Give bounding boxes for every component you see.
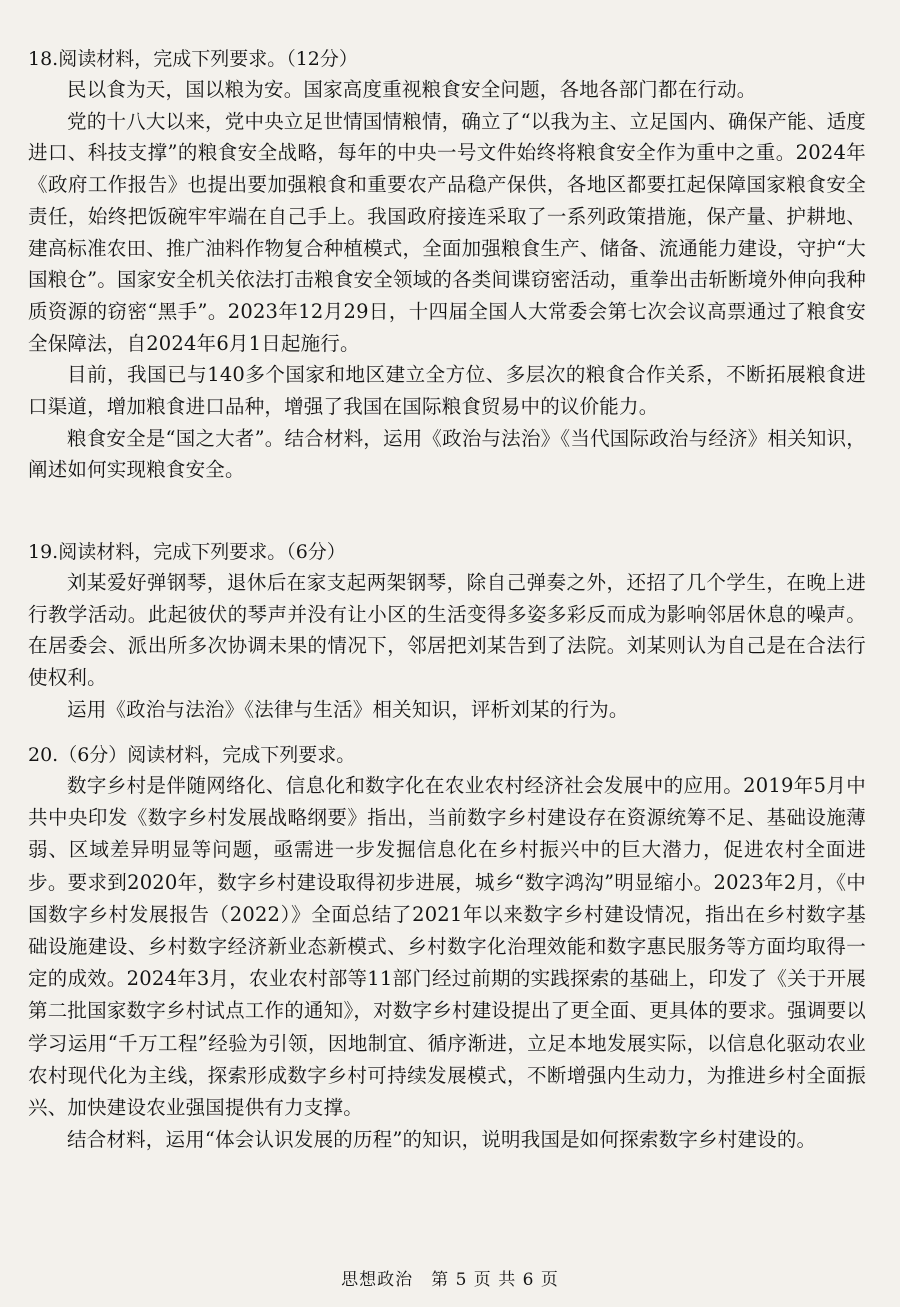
question-19-material: 刘某爱好弹钢琴，退休后在家支起两架钢琴，除自己弹奏之外，还招了几个学生，在晚上进行教学活动。此起彼伏的琴声并没有让小区的生活变得多姿多彩反而成为影响邻居休息的噪声。在居委会、派出所多次协调未果的情况下，邻居把刘某告到了法院。刘某则认为自己是在合法行使权利。: [28, 571, 866, 690]
question-19: [28, 537, 866, 726]
page-footer: 思想政治 第 5 页 共 6 页: [341, 1270, 559, 1290]
question-20-material: 数字乡村是伴随网络化、信息化和数字化在农业农村经济社会发展中的应用。2019年5月中共中央印发《数字乡村发展战略纲要》指出，当前数字乡村建设存在资源统筹不足、基础设施薄弱、区域差异明显等问题，亟需进一步发掘信息化在乡村振兴中的巨大潜力，促进农村全面进步。要求到2020年，数字乡村建设取得初步进展，城乡“数字鸿沟”明显缩小。2023年2月，《中国数字乡村发展报告（2022）》全面总结了2021年以来数字乡村建设情况，指出在乡村数字基础设施建设、乡村数字经济新业态新模式、乡村数字化治理效能和数字惠民服务等方面均取得一定的成效。2024年3月，农业农村部等11部门经过前期的实践探索的基础上，印发了《关于开展第二批国家数字乡村试点工作的通知》，对数字乡村建设提出了更全面、更具体的要求。强调要以学习运用“千万工程”经验为引领，因地制宜、循序渐进，立足本地发展实际，以信息化驱动农业农村现代化为主线，探索形成数字乡村可持续发展模式，不断增强内生动力，为推进乡村全面振兴、加快建设农业强国提供有力支撑。: [28, 774, 866, 1120]
question-19-title: 19.阅读材料，完成下列要求。（6分）: [28, 541, 346, 563]
question-18-material: 党的十八大以来，党中央立足世情国情粮情，确立了“以我为主、立足国内、确保产能、适度进口、科技支撑”的粮食安全战略，每年的中央一号文件始终将粮食安全作为重中之重。2024年《政府工作报告》也提出要加强粮食和重要农产品稳产保供，各地区都要扛起保障国家粮食安全责任，始终把饭碗牢牢端在自己手上。我国政府接连采取了一系列政策措施，保产量、护耕地、建高标准农田、推广油料作物复合种植模式，全面加强粮食生产、储备、流通能力建设，守护“大国粮仓”。国家安全机关依法打击粮食安全领域的各类间谍窃密活动，重拳出击斩断境外伸向我种质资源的窃密“黑手”。2023年12月29日，十四届全国人大常委会第七次会议高票通过了粮食安全保障法，自2024年6月1日起施行。: [28, 109, 866, 355]
question-18-title: 18.阅读材料，完成下列要求。（12分）: [28, 48, 358, 70]
question-18-intro: 民以食为天，国以粮为安。国家高度重视粮食安全问题，各地各部门都在行动。: [67, 78, 757, 101]
question-19-prompt: 运用《政治与法治》《法律与生活》相关知识，评析刘某的行为。: [67, 697, 629, 721]
question-20-prompt: 结合材料，运用“体会认识发展的历程”的知识，说明我国是如何探索数字乡村建设的。: [67, 1128, 817, 1152]
question-18-cooperation: 目前，我国已与140多个国家和地区建立全方位、多层次的粮食合作关系，不断拓展粮食进口渠道，增加粮食进口品种，增强了我国在国际粮食贸易中的议价能力。: [28, 363, 866, 419]
question-18-prompt: 粮食安全是“国之大者”。结合材料，运用《政治与法治》《当代国际政治与经济》相关知识，阐述如何实现粮食安全。: [28, 426, 866, 482]
question-18: [28, 44, 866, 486]
question-20: [28, 740, 866, 1156]
question-20-title: 20.（6分）阅读材料，完成下列要求。: [28, 744, 356, 766]
